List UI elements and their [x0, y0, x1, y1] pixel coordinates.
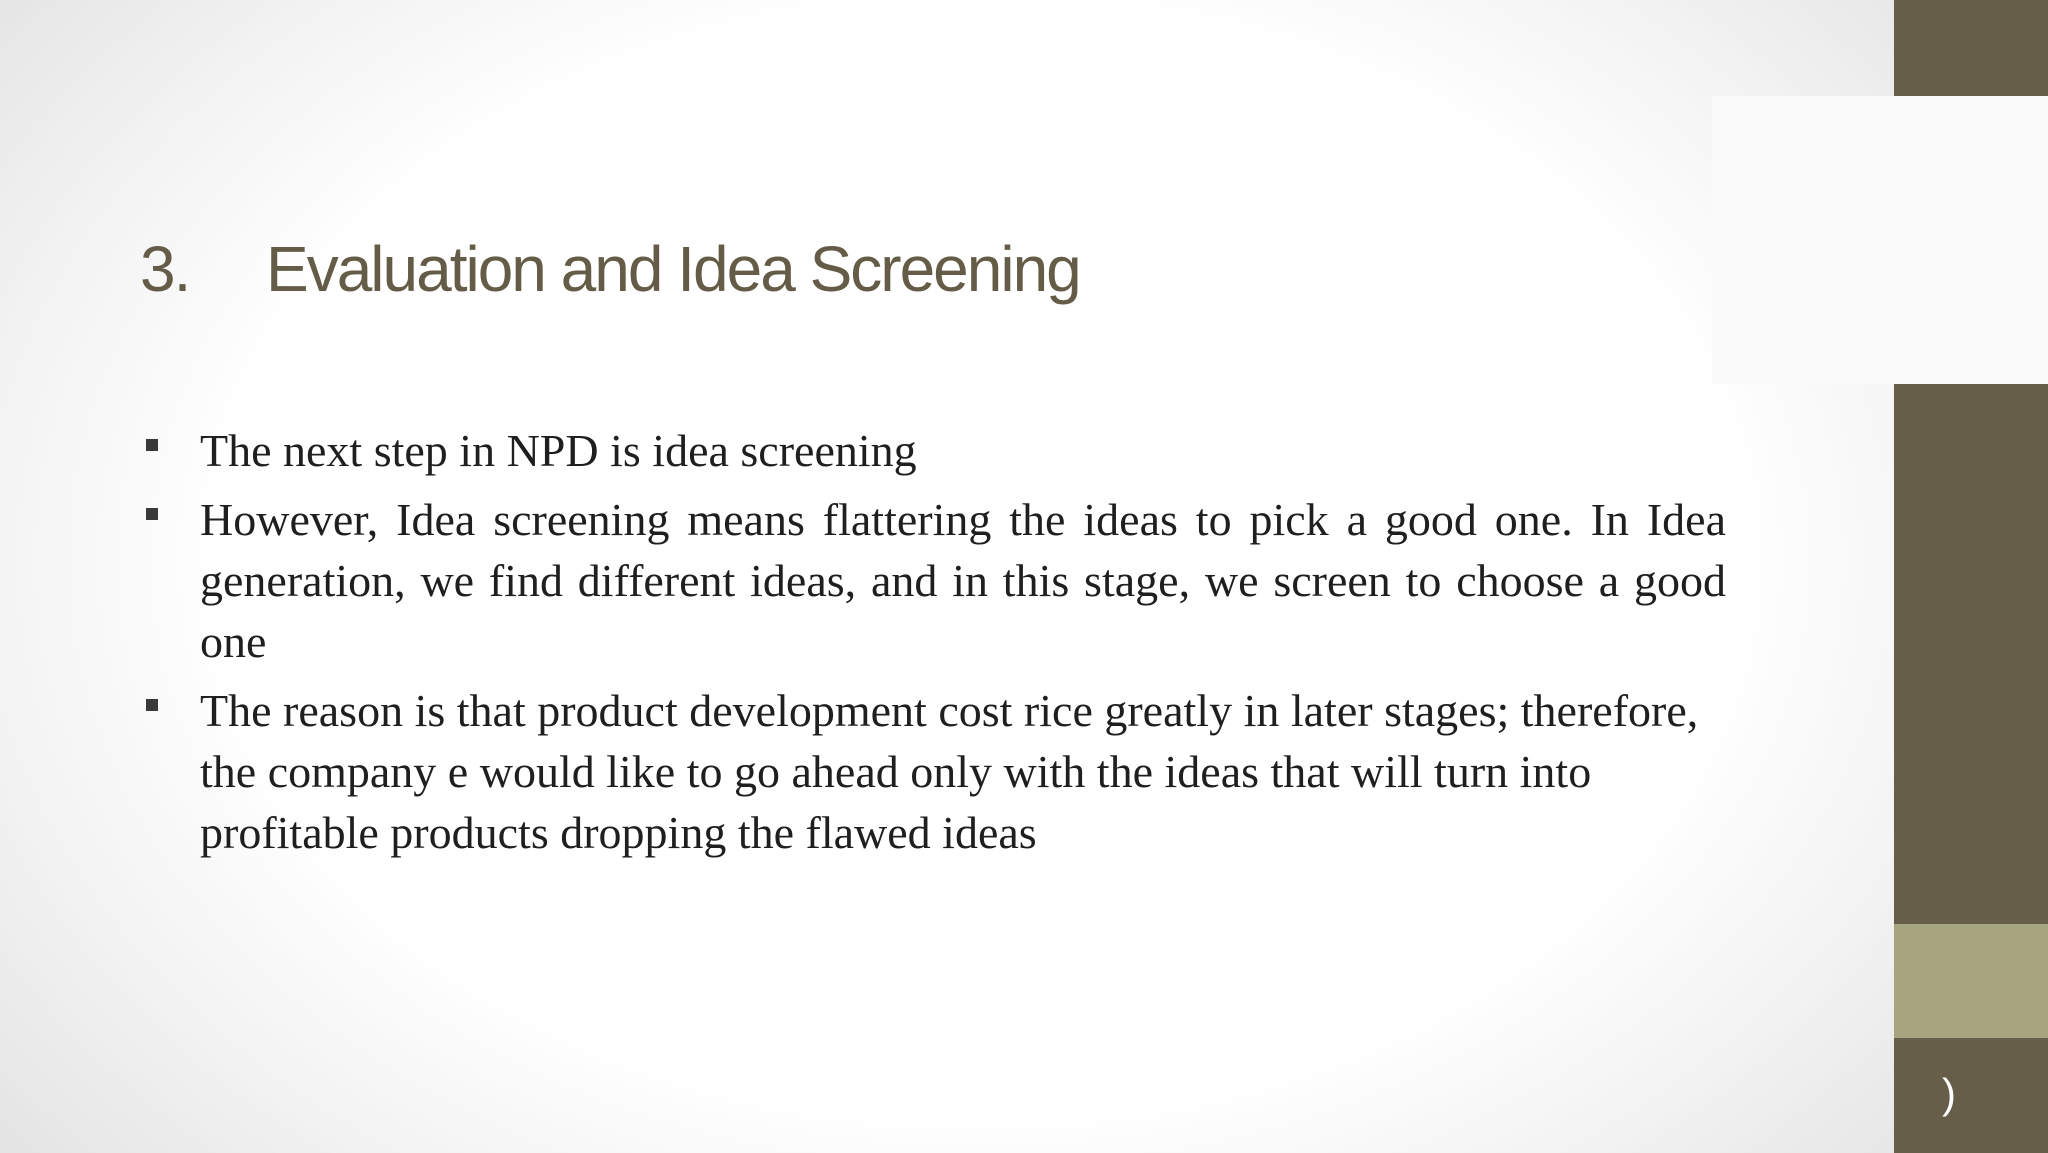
bullet-item	[146, 489, 1726, 672]
bullet-item	[146, 680, 1726, 863]
bullet-text: However, Idea screening means flattering the ideas to pick a good one. In Idea generation, we find different ideas, and in this stage, we screen to choose a good one	[200, 494, 1726, 667]
square-bullet-icon	[146, 699, 158, 711]
sidebar-accent-light	[1894, 924, 2048, 1038]
title-panel-background	[1712, 96, 2048, 384]
page-number: )	[1942, 1070, 1956, 1117]
title-number: 3.	[140, 233, 190, 305]
square-bullet-icon	[146, 508, 158, 520]
sidebar-accent-bottom	[1894, 1038, 2048, 1153]
sidebar-accent-middle	[1894, 384, 2048, 924]
sidebar-accent-top	[1894, 0, 2048, 96]
bullet-text: The next step in NPD is idea screening	[200, 425, 917, 476]
title-text: Evaluation and Idea Screening	[266, 233, 1080, 305]
slide-title	[140, 224, 1080, 314]
bullet-item	[146, 420, 1726, 481]
square-bullet-icon	[146, 439, 158, 451]
bullet-text: The reason is that product development cost rice greatly in later stages; therefore, the company e would like to go ahead only with the ideas that will turn into profitable products dropping the flawed ideas	[200, 685, 1699, 858]
bullet-list	[146, 420, 1726, 871]
